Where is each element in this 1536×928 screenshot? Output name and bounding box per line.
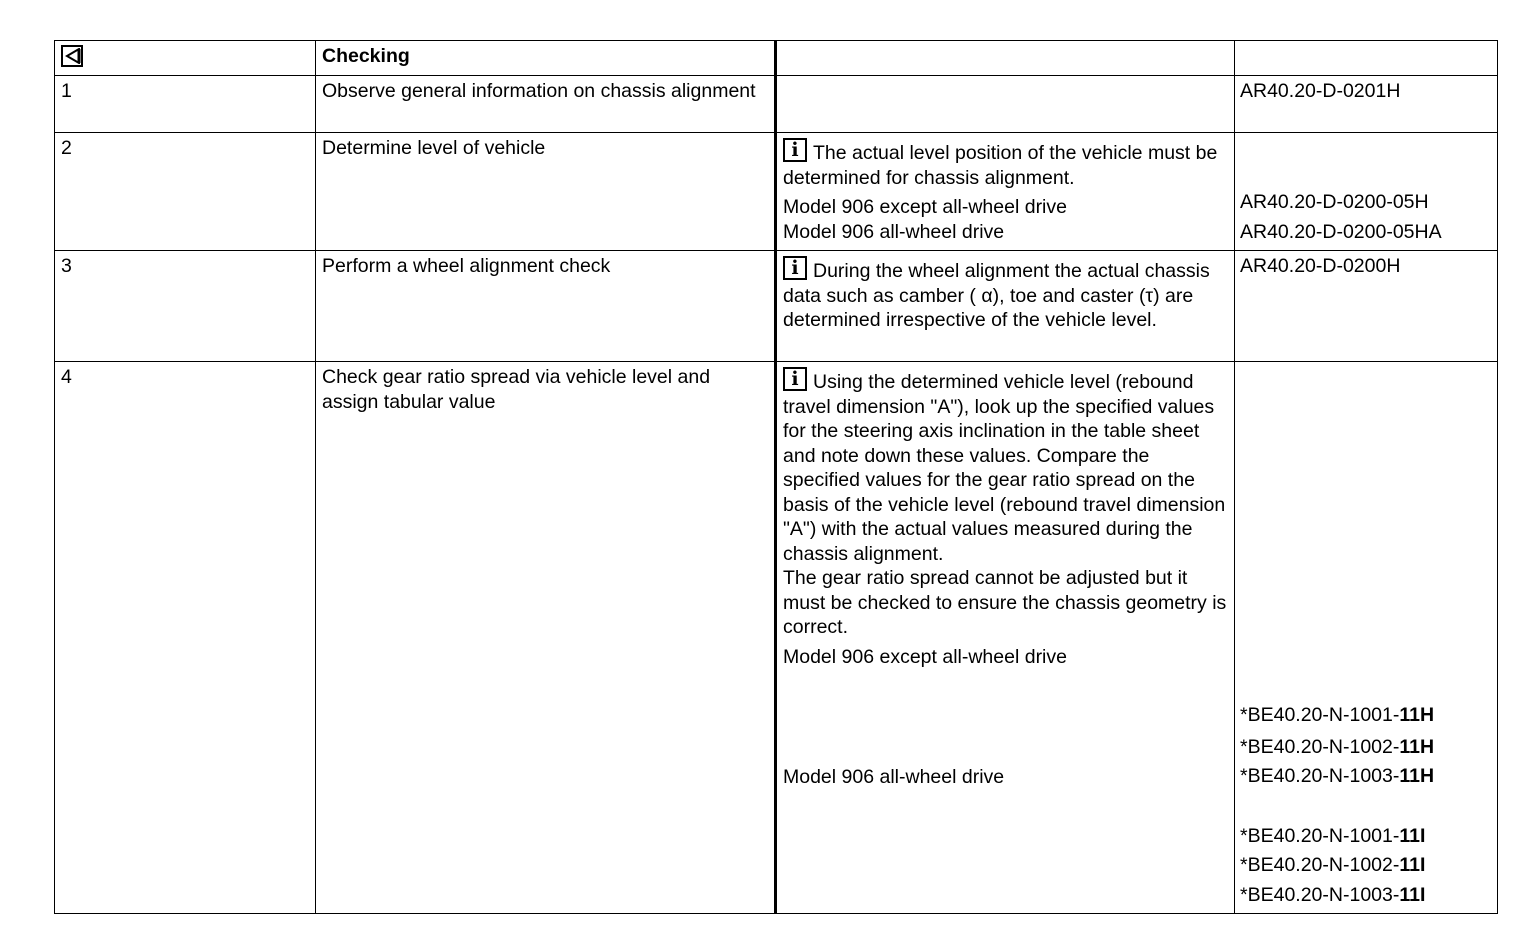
step-number: 4	[55, 362, 316, 914]
model-label: Model 906 except all-wheel drive	[783, 645, 1067, 668]
header-icon-cell	[55, 41, 316, 76]
table-row	[55, 251, 1498, 362]
model-label: Model 906 all-wheel drive	[783, 766, 1005, 788]
back-triangle-icon[interactable]	[61, 45, 83, 67]
step-refs	[1235, 76, 1498, 133]
ref-link[interactable]: *BE40.20-N-1003-11I	[1240, 883, 1426, 906]
step-number: 2	[55, 133, 316, 251]
model-label: Model 906 except all-wheel drive	[783, 196, 1067, 218]
table-row	[55, 133, 1498, 251]
step-refs	[1235, 251, 1498, 362]
checking-table	[54, 40, 1498, 914]
ref-link[interactable]: *BE40.20-N-1001-11I	[1240, 824, 1426, 847]
note-text-2: The gear ratio spread cannot be adjusted but it must be checked to ensure the chassis geometry is correct.	[783, 567, 1227, 638]
info-icon: i	[783, 256, 807, 280]
step-note	[776, 133, 1235, 251]
info-icon: i	[783, 367, 807, 391]
step-task: Observe general information on chassis alignment	[316, 76, 776, 133]
step-number: 1	[55, 76, 316, 133]
step-note	[776, 76, 1235, 133]
table-row	[55, 362, 1498, 914]
step-task: Check gear ratio spread via vehicle level and assign tabular value	[316, 362, 776, 914]
step-note	[776, 362, 1235, 914]
step-task: Determine level of vehicle	[316, 133, 776, 251]
info-icon: i	[783, 138, 807, 162]
ref-link[interactable]: AR40.20-D-0200-05HA	[1240, 220, 1442, 243]
ref-link[interactable]: AR40.20-D-0200H	[1240, 255, 1401, 277]
step-number: 3	[55, 251, 316, 362]
header-empty-4	[1235, 41, 1498, 76]
ref-link[interactable]: *BE40.20-N-1003-11H	[1240, 765, 1435, 787]
ref-link[interactable]: *BE40.20-N-1002-11I	[1240, 854, 1426, 876]
ref-link[interactable]: AR40.20-D-0200-05H	[1240, 191, 1429, 213]
ref-link[interactable]: AR40.20-D-0201H	[1240, 80, 1401, 102]
header-title: Checking	[316, 41, 776, 76]
ref-link[interactable]: *BE40.20-N-1002-11H	[1240, 735, 1435, 758]
note-text: The actual level position of the vehicle must be determined for chassis alignment.	[783, 142, 1218, 189]
header-empty-3	[776, 41, 1235, 76]
note-text: Using the determined vehicle level (rebound travel dimension "A"), look up the specified values for the steering axis inclination in the table sheet and note down these values. Compare the specified values for the gear ratio spread on the basis of the vehicle level (rebound travel dimension "A") with the actual values measured during the chassis alignment.	[783, 371, 1226, 565]
note-text: During the wheel alignment the actual chassis data such as camber ( α), toe and caster (τ) are determined irrespective of the vehicle level.	[783, 260, 1210, 331]
step-note	[776, 251, 1235, 362]
ref-link[interactable]: *BE40.20-N-1001-11H	[1240, 704, 1435, 726]
table-row	[55, 76, 1498, 133]
step-refs	[1235, 362, 1498, 914]
header-row	[55, 41, 1498, 76]
model-label: Model 906 all-wheel drive	[783, 220, 1005, 243]
step-refs	[1235, 133, 1498, 251]
step-task: Perform a wheel alignment check	[316, 251, 776, 362]
